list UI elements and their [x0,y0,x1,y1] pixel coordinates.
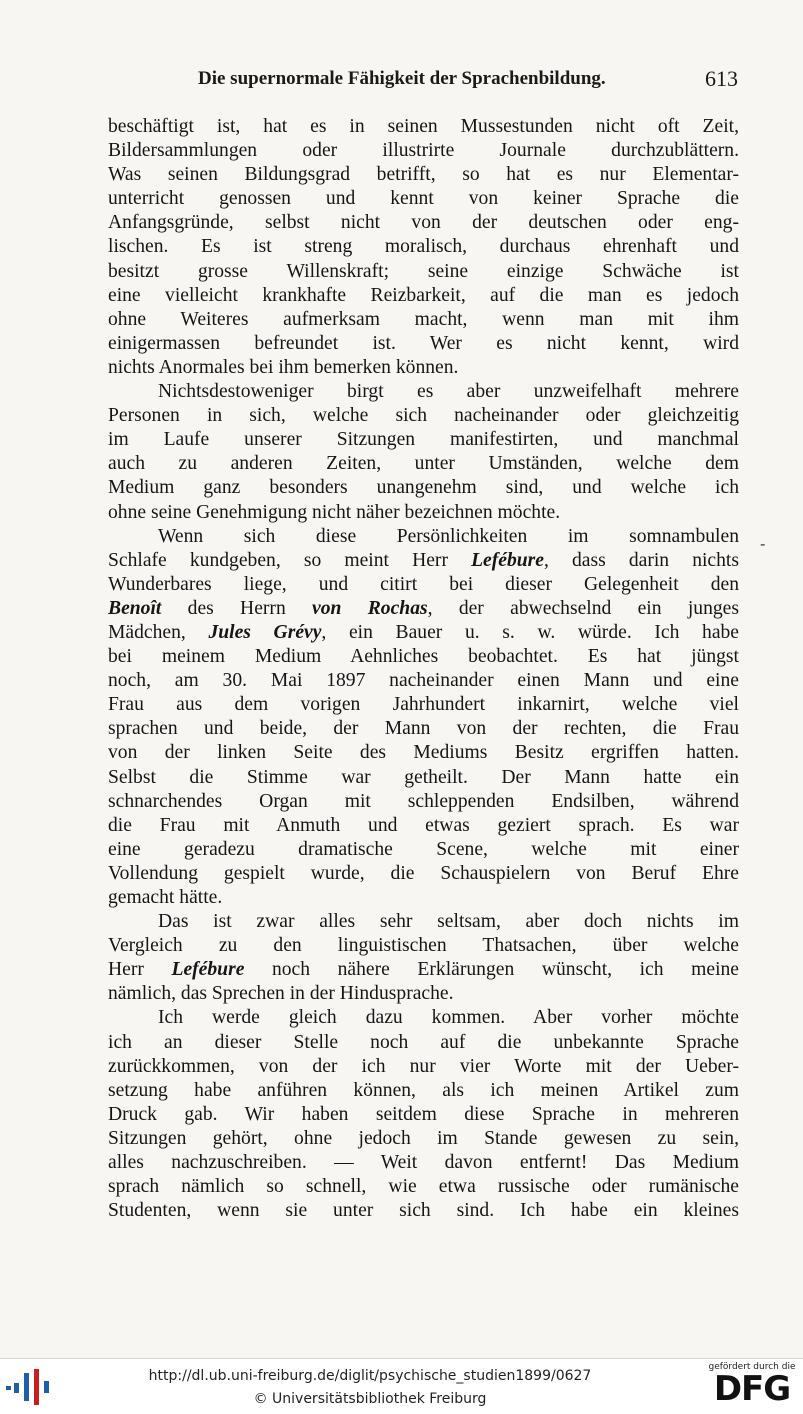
text-run: Druck gab. Wir haben seitdem diese Sprache in mehreren [108,1103,739,1125]
text-line [108,982,739,1006]
text-run: des Herrn [161,597,313,619]
text-run: Mädchen, [108,621,209,643]
text-run: ich an dieser Stelle noch auf die unbekannte Sprache [108,1031,739,1053]
text-line [108,235,739,259]
text-run: ohne seine Genehmigung nicht näher bezeichnen möchte. [108,501,561,523]
dfg-logo-text: DFG [713,1369,791,1409]
text-line [108,910,739,934]
emphasized-name: von Rochas [312,597,428,619]
text-run: beschäftigt ist, hat es in seinen Mussestunden nicht oft Zeit, [108,116,739,137]
text-run: Vollendung gespielt wurde, die Schauspielern von Beruf Ehre [108,862,739,884]
text-run: Studenten, wenn sie unter sich sind. Ich habe ein kleines [108,1200,739,1222]
text-line [108,1079,739,1103]
text-line [108,862,739,886]
text-line [108,211,739,235]
text-run: Schlafe kundgeben, so meint Herr [108,549,472,571]
text-run: , ein Bauer u. s. w. würde. Ich habe [321,621,739,643]
text-line [108,1127,739,1151]
text-run: nichts Anormales bei ihm bemerken können. [108,356,459,378]
text-line [108,380,739,404]
ub-freiburg-logo-icon[interactable] [6,1365,54,1409]
text-run: eine geradezu dramatische Scene, welche mit einer [108,838,739,860]
text-line [108,838,739,862]
text-run: schnarchendes Organ mit schleppenden Endsilben, während [108,790,739,812]
text-run: Anfangsgründe, selbst nicht von der deutschen oder eng- [108,212,739,234]
emphasized-name: Benoît [108,597,162,619]
text-line [108,428,739,452]
text-line [108,741,739,765]
text-line [108,525,739,549]
text-run: sprach nämlich so schnell, wie etwa russische oder rumänische [108,1176,739,1198]
text-run: eine vielleicht krankhafte Reizbarkeit, auf die man es jedoch [108,284,739,306]
text-line [108,1103,739,1127]
text-run: setzung habe anführen können, als ich meinen Artikel zum [108,1079,739,1101]
text-line [108,501,739,525]
emphasized-name: Lefébure [471,549,544,571]
text-run: Herr [108,959,172,981]
emphasized-name: Jules Grévy [208,621,322,643]
text-run: Wenn sich diese Persönlichkeiten im somnambulen [158,525,739,547]
text-run: noch, am 30. Mai 1897 nacheinander einen Mann und eine [108,670,739,692]
text-run: nämlich, das Sprechen in der Hindusprache. [108,983,454,1005]
emphasized-name: Lefébure [171,959,245,981]
text-run: Nichtsdestoweniger birgt es aber unzweifelhaft mehrere [158,381,739,403]
text-run: besitzt grosse Willenskraft; seine einzige Schwäche ist [108,260,739,282]
text-run: Vergleich zu den linguistischen Thatsachen, über welche [108,935,739,957]
text-line [108,332,739,356]
text-line [108,1055,739,1079]
text-run: unterricht genossen und kennt von keiner Sprache die [108,188,739,210]
text-run: im Laufe unserer Sitzungen manifestirten, und manchmal [108,429,739,451]
text-run: , dass darin nichts [543,549,739,571]
text-line [108,886,739,910]
text-run: Medium ganz besonders unangenehm sind, und welche ich [108,477,739,499]
page-number: 613 [705,66,738,91]
text-line [108,645,739,669]
text-run: noch nähere Erklärungen wünscht, ich meine [244,959,739,981]
viewer-footer [0,1358,803,1414]
text-line [108,452,739,476]
text-run: lischen. Es ist streng moralisch, durchaus ehrenhaft und [108,236,739,258]
text-line [108,139,739,163]
text-run: Sitzungen gehört, ohne jedoch im Stande gewesen zu sein, [108,1127,739,1149]
text-line [108,476,739,500]
text-line [108,404,739,428]
text-run: gemacht hätte. [108,887,223,908]
text-line [108,814,739,838]
text-run: auch zu anderen Zeiten, unter Umständen, welche dem [108,453,739,475]
text-line [108,934,739,958]
text-line [108,766,739,790]
text-run: Personen in sich, welche sich nacheinander oder gleichzeitig [108,405,739,427]
text-line [108,187,739,211]
page-url-link[interactable]: http://dl.ub.uni-freiburg.de/diglit/psychische_studien1899/0627 [148,1368,592,1384]
dfg-funding-text: gefördert durch die [708,1362,796,1372]
text-line [108,790,739,814]
text-line [108,669,739,693]
text-run: Wunderbares liege, und citirt bei dieser Gelegenheit den [108,573,739,595]
text-run: die Frau mit Anmuth und etwas geziert sprach. Es war [108,814,739,836]
text-run: Selbst die Stimme war getheilt. Der Mann hatte ein [108,766,739,788]
text-run: Bildersammlungen oder illustrirte Journale durchzublättern. [108,140,739,162]
text-run: Frau aus dem vorigen Jahrhundert inkarnirt, welche viel [108,694,739,716]
text-run: zurückkommen, von der ich nur vier Worte mit der Ueber- [108,1055,739,1077]
text-line [108,284,739,308]
text-line [108,115,739,139]
header-title: Die supernormale Fähigkeit der Sprachenbildung. [198,68,606,89]
text-run: ohne Weiteres aufmerksam macht, wenn man mit ihm [108,308,739,330]
text-line [108,693,739,717]
text-run: alles nachzuschreiben. — Weit davon entfernt! Das Medium [108,1152,739,1174]
text-run: Ich werde gleich dazu kommen. Aber vorher möchte [158,1007,739,1029]
text-run: Das ist zwar alles sehr seltsam, aber doch nichts im [158,911,739,933]
text-line [108,1006,739,1030]
text-line [108,260,739,284]
text-line [108,1031,739,1055]
text-line [108,356,739,380]
text-run: einigermassen befreundet ist. Wer es nicht kennt, wird [108,332,739,354]
running-header [198,66,738,96]
text-run: , der abwechselnd ein junges [427,597,739,619]
text-line [108,597,739,621]
text-line [108,163,739,187]
text-run: Was seinen Bildungsgrad betrifft, so hat es nur Elementar- [108,164,739,186]
copyright-notice: © Universitätsbibliothek Freiburg [253,1391,487,1407]
text-run: sprachen und beide, der Mann von der rechten, die Frau [108,718,739,740]
text-line [108,573,739,597]
text-line [108,308,739,332]
body-text [108,115,739,1223]
text-line [108,958,739,982]
text-line [108,1151,739,1175]
text-line [108,1175,739,1199]
text-line [108,549,739,573]
dfg-logo[interactable] [706,1362,798,1412]
text-run: von der linken Seite des Mediums Besitz ergriffen hatten. [108,742,739,764]
text-line [108,621,739,645]
margin-mark: - [760,534,766,553]
text-line [108,1199,739,1223]
text-line [108,717,739,741]
text-run: bei meinem Medium Aehnliches beobachtet. Es hat jüngst [108,646,739,668]
